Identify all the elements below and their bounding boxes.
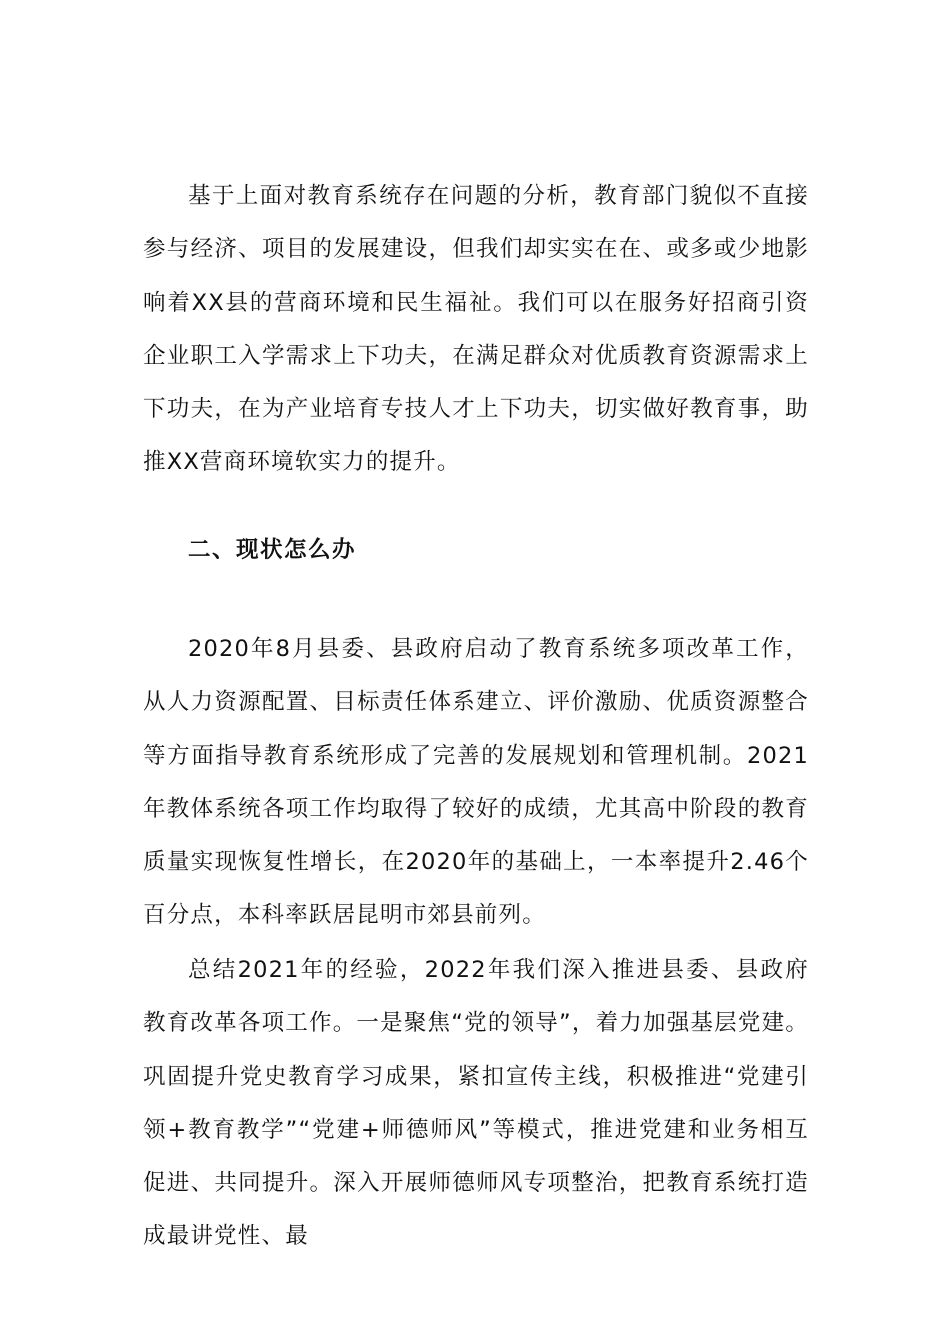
- body-paragraph-1: 基于上面对教育系统存在问题的分析，教育部门貌似不直接参与经济、项目的发展建设，但我们却实实在在、或多或少地影响着XX县的营商环境和民生福祉。我们可以在服务好招商引资企业职工入学需求上下功夫，在满足群众对优质教育资源需求上下功夫，在为产业培育专技人才上下功夫，切实做好教育事，助推XX营商环境软实力的提升。: [143, 183, 809, 476]
- body-paragraph-2: 2020年8月县委、县政府启动了教育系统多项改革工作，从人力资源配置、目标责任体系建立、评价激励、优质资源整合等方面指导教育系统形成了完善的发展规划和管理机制。2021年教体系统各项工作均取得了较好的成绩，尤其高中阶段的教育质量实现恢复性增长，在2020年的基础上，一本率提升2.46个百分点，本科率跃居昆明市郊县前列。: [143, 636, 809, 929]
- section-heading: 二、现状怎么办: [188, 537, 357, 563]
- body-paragraph-3: 总结2021年的经验，2022年我们深入推进县委、县政府教育改革各项工作。一是聚焦“党的领导”，着力加强基层党建。巩固提升党史教育学习成果，紧扣宣传主线，积极推进“党建引领+教育教学”“党建+师德师风”等模式，推进党建和业务相互促进、共同提升。深入开展师德师风专项整治，把教育系统打造成最讲党性、最: [143, 957, 809, 1250]
